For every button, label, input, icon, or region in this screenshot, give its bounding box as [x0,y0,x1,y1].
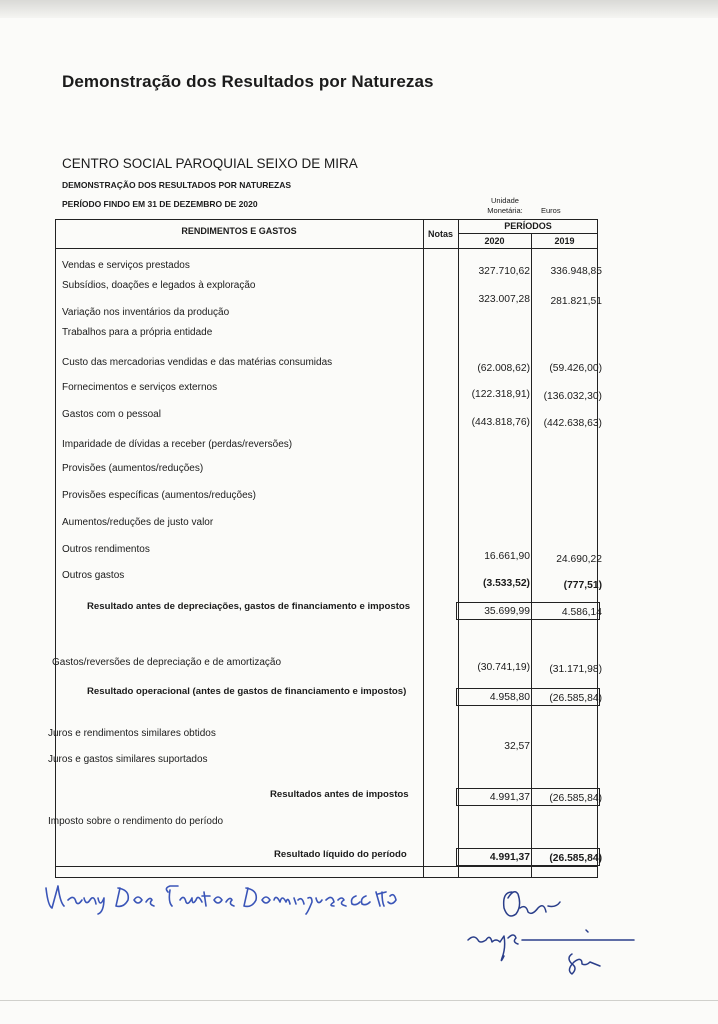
table-footer-border [55,866,598,867]
header-items: RENDIMENTOS E GASTOS [181,226,297,236]
row-label-operating-result: Resultado operacional (antes de gastos de financiamento e impostos) [87,686,407,697]
row-2020-subsidies: 323.007,28 [478,294,530,305]
row-label-income-tax: Imposto sobre o rendimento do período [48,816,224,827]
row-2020-staff-costs: (443.818,76) [471,417,530,428]
row-2019-net-result: (26.585,84) [549,853,602,864]
row-2020-sales: 327.710,62 [478,266,530,277]
row-label-fair-value: Aumentos/reduções de justo valor [62,517,214,528]
scan-top-shadow [0,0,718,18]
row-2019-ebitda: 4.586,14 [561,607,602,618]
row-2019-external-supplies: (136.032,30) [543,391,602,402]
header-notes: Notas [427,229,453,239]
header-periods: PERÍODOS [504,221,552,231]
handwritten-signature-name [38,878,398,918]
page-title: Demonstração dos Resultados por Naturezas [62,72,434,91]
row-label-external-supplies: Fornecimentos e serviços externos [62,382,218,393]
row-label-other-income: Outros rendimentos [62,544,150,555]
row-2020-other-income: 16.661,90 [484,551,530,562]
row-2020-external-supplies: (122.318,91) [471,389,530,400]
header-bottom-border [55,248,598,249]
row-2020-interest-income: 32,57 [504,741,530,752]
row-label-specific-provisions: Provisões específicas (aumentos/reduções) [62,490,256,501]
row-2019-operating-result: (26.585,84) [549,693,602,704]
periods-header-border [458,233,598,234]
row-label-cogs: Custo das mercadorias vendidas e das matérias consumidas [62,357,333,368]
entity-name: CENTRO SOCIAL PAROQUIAL SEIXO DE MIRA [62,156,358,171]
unit-label-line2: Monetária: [487,206,523,215]
row-label-interest-expense: Juros e gastos similares suportados [48,754,208,765]
row-2020-ebitda: 35.699,99 [484,606,530,617]
row-2020-net-result: 4.991,37 [489,852,530,863]
row-label-net-result: Resultado líquido do período [274,849,407,860]
header-2020: 2020 [484,236,505,246]
row-label-interest-income: Juros e rendimentos similares obtidos [48,728,216,739]
row-2019-other-costs: (777,51) [563,580,602,591]
notes-left-border [423,219,424,878]
row-label-ebitda: Resultado antes de depreciações, gastos de financiamento e impostos [87,601,411,612]
row-label-sales: Vendas e serviços prestados [62,260,190,271]
row-2019-depreciation: (31.171,98) [549,664,602,675]
row-label-pretax-result: Resultados antes de impostos [270,789,409,800]
row-2020-depreciation: (30.741,19) [477,662,530,673]
handwritten-signature-marks [460,878,640,988]
row-label-subsidies: Subsídios, doações e legados à exploração [62,280,256,291]
unit-label-line1: Unidade [491,196,519,205]
unit-value: Euros [541,206,561,215]
row-label-provisions: Provisões (aumentos/reduções) [62,463,204,474]
row-label-staff-costs: Gastos com o pessoal [62,409,161,420]
row-2019-subsidies: 281.821,51 [550,296,602,307]
row-2020-other-costs: (3.533,52) [483,578,530,589]
row-label-other-costs: Outros gastos [62,570,125,581]
header-2019: 2019 [554,236,575,246]
row-2020-operating-result: 4.958,80 [489,692,530,703]
row-label-own-work: Trabalhos para a própria entidade [62,327,213,338]
row-2019-sales: 336.948,85 [550,266,602,277]
row-label-depreciation: Gastos/reversões de depreciação e de amortização [52,657,282,668]
statement-title: DEMONSTRAÇÃO DOS RESULTADOS POR NATUREZAS [62,180,292,190]
row-label-impairment: Imparidade de dívidas a receber (perdas/reversões) [62,439,293,450]
row-2019-pretax-result: (26.585,84) [549,793,602,804]
row-2019-other-income: 24.690,22 [556,554,602,565]
row-2020-cogs: (62.008,62) [477,363,530,374]
row-2019-staff-costs: (442.638,63) [543,418,602,429]
row-2020-pretax-result: 4.991,37 [489,792,530,803]
notes-right-border [458,219,459,878]
unit-label [480,196,530,216]
row-label-inventory-variation: Variação nos inventários da produção [62,307,230,318]
scan-bottom-line [0,1000,718,1001]
period-title: PERÍODO FINDO EM 31 DE DEZEMBRO DE 2020 [62,199,258,209]
row-2019-cogs: (59.426,00) [549,363,602,374]
